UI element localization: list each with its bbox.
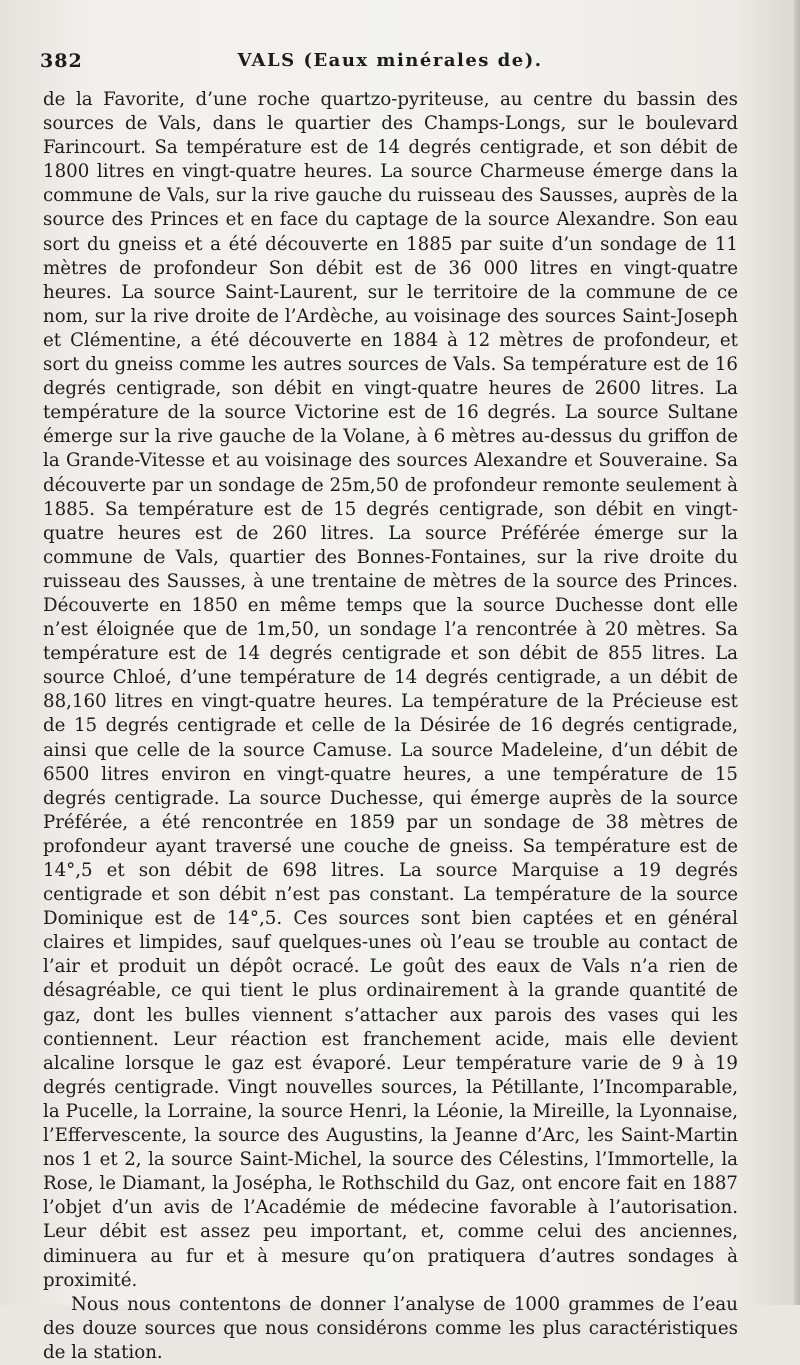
- page-number: 382: [40, 50, 83, 72]
- page-edge-shadow: [794, 0, 800, 1305]
- running-title: VALS (Eaux minérales de).: [237, 50, 543, 71]
- paragraph-main: de la Favorite, d’une roche quartzo-pyriteuse, au centre du bassin des sources de Vals, dans le quartier des Champs-Longs, sur le boulevard Farincourt. Sa température est de 14 degrés centigrade, et son débit de 1800 litres en vingt-quatre heures. La source Charmeuse émerge dans la commune de Vals, sur la rive gauche du ruisseau des Sausses, auprès de la source des Princes et en face du captage de la source Alexandre. Son eau sort du gneiss et a été découverte en 1885 par suite d’un sondage de 11 mètres de profondeur Son débit est de 36 000 litres en vingt-quatre heures. La source Saint-Laurent, sur le territoire de la commune de ce nom, sur la rive droite de l’Ardèche, au voisinage des sources Saint-Joseph et Clémentine, a été découverte en 1884 à 12 mètres de profondeur, et sort du gneiss comme les autres sources de Vals. Sa température est de 16 degrés centigrade, son débit en vingt-quatre heures de 2600 litres. La température de la source Victorine est de 16 degrés. La source Sultane émerge sur la rive gauche de la Volane, à 6 mètres au-dessus du griffon de la Grande-Vitesse et au voisinage des sources Alexandre et Souveraine. Sa découverte par un sondage de 25m,50 de profondeur remonte seulement à 1885. Sa température est de 15 degrés centigrade, son débit en vingt-quatre heures est de 260 litres. La source Préférée émerge sur la commune de Vals, quartier des Bonnes-Fontaines, sur la rive droite du ruisseau des Sausses, à une trentaine de mètres de la source des Princes. Découverte en 1850 en même temps que la source Duchesse dont elle n’est éloignée que de 1m,50, un sondage l’a rencontrée à 20 mètres. Sa température est de 14 degrés centigrade et son débit de 855 litres. La source Chloé, d’une température de 14 degrés centigrade, a un débit de 88,160 litres en vingt-quatre heures. La température de la Précieuse est de 15 degrés centigrade et celle de la Désirée de 16 degrés centigrade, ainsi que celle de la source Camuse. La source Madeleine, d’un débit de 6500 litres environ en vingt-quatre heures, a une température de 15 degrés centigrade. La source Duchesse, qui émerge auprès de la source Préférée, a été rencontrée en 1859 par un sondage de 38 mètres de profondeur ayant traversé une couche de gneiss. Sa température est de 14°,5 et son débit de 698 litres. La source Marquise a 19 degrés centigrade et son débit n’est pas constant. La température de la source Dominique est de 14°,5. Ces sources sont bien captées et en général claires et limpides, sauf quelques-unes où l’eau se trouble au contact de l’air et produit un dépôt ocracé. Le goût des eaux de Vals n’a rien de désagréable, ce qui tient le plus ordinairement à la grande quantité de gaz, dont les bulles viennent s’attacher aux parois des vases qui les contiennent. Leur réaction est franchement acide, mais elle devient alcaline lorsque le gaz est évaporé. Leur température varie de 9 à 19 degrés centigrade. Vingt nouvelles sources, la Pétillante, l’Incomparable, la Pucelle, la Lorraine, la source Henri, la Léonie, la Mireille, la Lyonnaise, l’Effervescente, la source des Augustins, la Jeanne d’Arc, les Saint-Martin nos 1 et 2, la source Saint-Michel, la source des Célestins, l’Immortelle, la Rose, le Diamant, la Josépha, le Rothschild du Gaz, ont encore fait en 1887 l’objet d’un avis de l’Académie de médecine favorable à l’autorisation. Leur débit est assez peu important, et, comme celui des anciennes, diminuera au fur et à mesure qu’on pratiquera d’autres sondages à proximité.: [43, 89, 738, 1291]
- page-header: [40, 50, 740, 80]
- paragraph-analysis-intro: Nous nous contentons de donner l’analyse de 1000 grammes de l’eau des douze sources que nous considérons comme les plus caractéristiques de la station.: [43, 1293, 738, 1363]
- body-text: [43, 88, 738, 1365]
